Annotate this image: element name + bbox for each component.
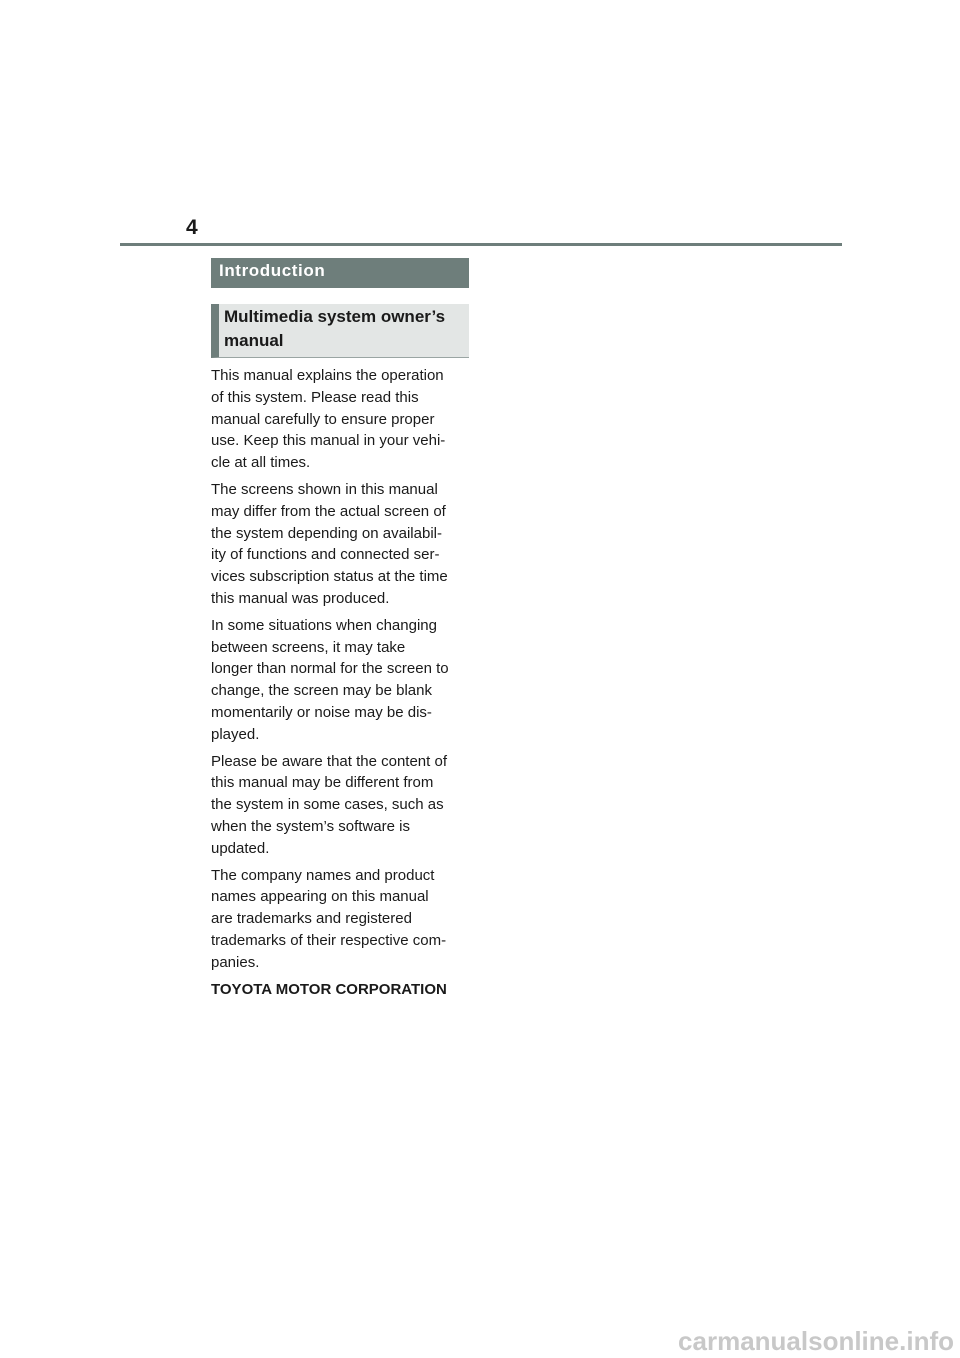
paragraph-4: Please be aware that the content of this manual may be different from the system in some cases, such as when the system’s software is updated. [211,752,447,857]
header-rule [120,243,842,246]
body-text [211,365,469,1000]
subsection-title: Multimedia system owner’s manual [224,307,446,350]
paragraph-2: The screens shown in this manual may differ from the actual screen of the system depending on availabil- ity of functions and connected ser- vices subscription status at the time this manual was produced. [211,480,448,607]
page-number: 4 [186,216,198,239]
paragraph-5: The company names and product names appearing on this manual are trademarks and registered trademarks of their respective com- panies. [211,866,447,971]
paragraph-1: This manual explains the operation of this system. Please read this manual carefully to ensure proper use. Keep this manual in your vehi- cle at all times. [211,367,446,472]
watermark-text: carmanualsonline.info [678,1326,954,1356]
content-column [211,258,469,1005]
paragraph-3: In some situations when changing between screens, it may take longer than normal for the screen to change, the screen may be blank momentarily or noise may be dis- played. [211,616,449,743]
section-heading: Introduction [211,258,469,288]
subsection-heading [211,304,469,358]
company-signature: TOYOTA MOTOR CORPORATION [211,980,447,998]
